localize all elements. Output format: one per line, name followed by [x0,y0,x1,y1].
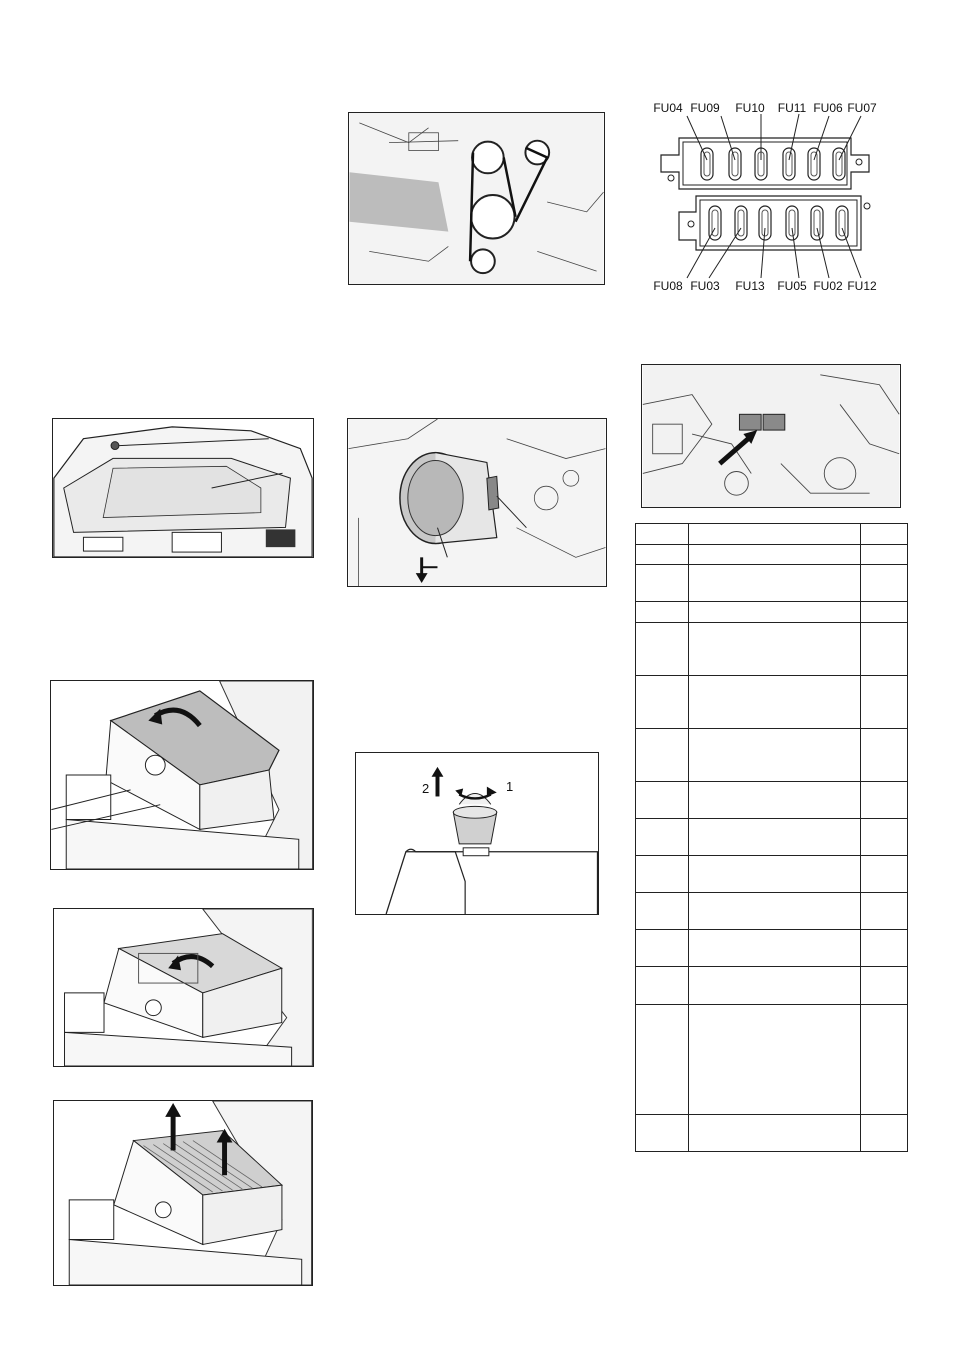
air-filter-illustration [348,419,606,586]
table-cell [689,524,861,545]
fuse-label-bottom-3: FU13 [735,279,765,293]
table-cell [861,819,908,856]
table-cell [636,565,689,602]
table-row [636,545,908,565]
table-cell [861,782,908,819]
table-cell [861,856,908,893]
table-row [636,676,908,729]
table-row [636,602,908,623]
fuse-label-bottom-4: FU05 [777,279,807,293]
figure-filter-panels [53,1100,313,1286]
table-cell [689,930,861,967]
table-cell [689,602,861,623]
table-cell [636,676,689,729]
table-row [636,967,908,1005]
hood-closed-illustration [53,419,313,557]
table-cell [636,1115,689,1152]
fuse-box-diagram [651,100,881,295]
table-cell [861,676,908,729]
table-row [636,1005,908,1115]
table-cell [689,729,861,782]
table-cell [689,545,861,565]
table-cell [636,856,689,893]
fuse-label-bottom-1: FU08 [653,279,683,293]
figure-hood-opening [50,680,314,870]
table-cell [861,565,908,602]
table-cell [689,676,861,729]
fuse-label-top-3: FU10 [735,101,765,115]
table-row [636,729,908,782]
figure-engine-belt [348,112,605,285]
table-cell [636,782,689,819]
table-cell [861,967,908,1005]
table-cell [689,856,861,893]
table-cell [689,893,861,930]
table-cell [689,819,861,856]
table-row [636,893,908,930]
table-row [636,524,908,545]
figure-filter-cap [355,752,599,915]
table-cell [636,967,689,1005]
table-cell [636,1005,689,1115]
table-cell [636,545,689,565]
table-cell [861,930,908,967]
table-cell [636,524,689,545]
table-row [636,819,908,856]
fuse-label-top-2: FU09 [690,101,720,115]
table-cell [861,893,908,930]
table-row [636,930,908,967]
table-cell [861,623,908,676]
fuse-label-top-5: FU06 [813,101,843,115]
table-cell [689,782,861,819]
table-cell [636,623,689,676]
table-cell [636,893,689,930]
fuse-label-top-4: FU11 [777,101,807,115]
table-cell [861,1115,908,1152]
fuse-label-top-6: FU07 [847,101,877,115]
fuse-label-bottom-2: FU03 [690,279,720,293]
table-cell [861,545,908,565]
fuse-label-bottom-5: FU02 [813,279,843,293]
table-row [636,623,908,676]
table-cell [689,967,861,1005]
fuse-label-top-1: FU04 [653,101,683,115]
engine-belt-illustration [349,113,604,284]
table-cell [636,930,689,967]
table-cell [861,1005,908,1115]
fuse-table [635,523,908,1152]
table-row [636,782,908,819]
figure-cover-lifted [53,908,314,1067]
table-row [636,856,908,893]
table-cell [689,1005,861,1115]
filter-cap-step-1: 1 [506,779,514,794]
table-row [636,1115,908,1152]
table-cell [636,729,689,782]
figure-fuse-box-location [641,364,901,508]
table-cell [636,602,689,623]
table-cell [636,819,689,856]
table-cell [861,729,908,782]
fuse-box-location-illustration [642,365,900,507]
filter-cap-step-2: 2 [422,781,430,796]
table-cell [689,1115,861,1152]
table-row [636,565,908,602]
figure-hood-closed [52,418,314,558]
table-cell [689,565,861,602]
filter-panels-illustration [54,1101,312,1285]
table-cell [861,602,908,623]
fuse-box-illustration [651,100,881,295]
figure-air-filter [347,418,607,587]
cover-lifted-illustration [54,909,313,1066]
table-cell [861,524,908,545]
fuse-label-bottom-6: FU12 [847,279,877,293]
filter-cap-illustration [356,753,598,914]
hood-opening-illustration [51,681,313,869]
table-cell [689,623,861,676]
